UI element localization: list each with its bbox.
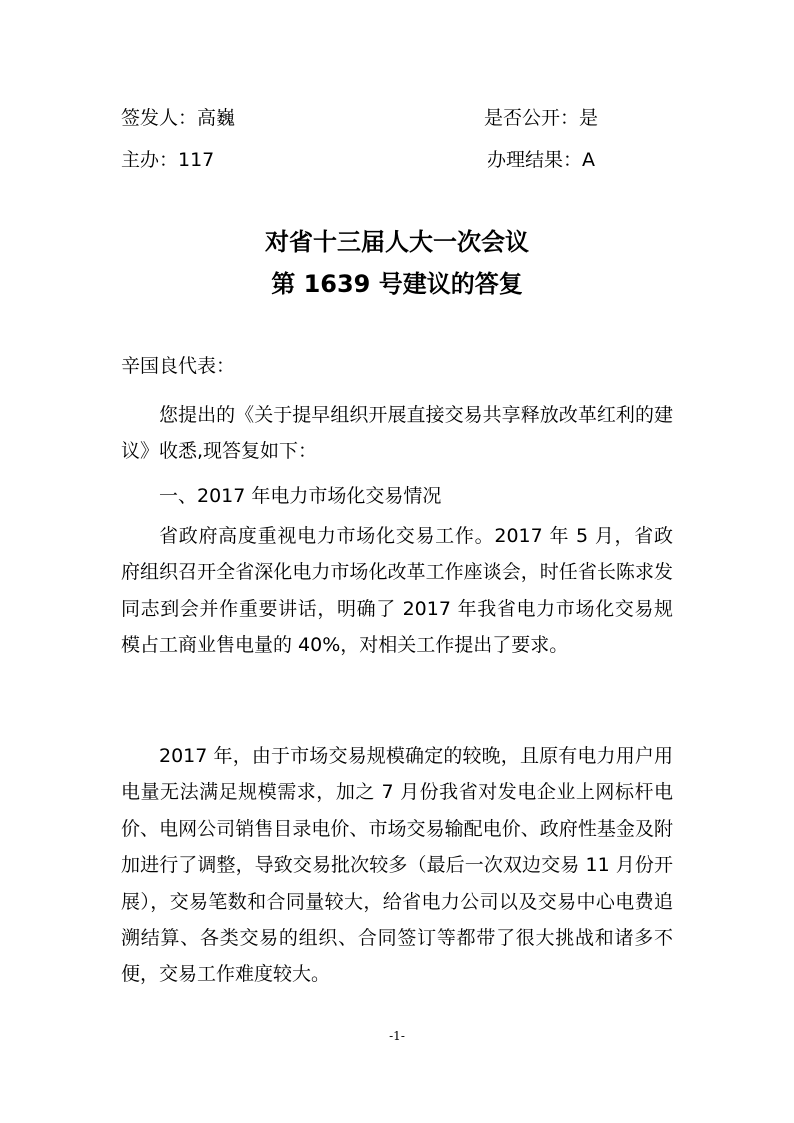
body-paragraph-1: 您提出的《关于提早组织开展直接交易共享释放改革红利的建议》收悉,现答复如下： [121, 404, 673, 463]
page-number: -1- [389, 1029, 405, 1043]
result-field: 办理结果：A [487, 149, 595, 171]
section-heading: 一、2017 年电力市场化交易情况 [159, 485, 442, 507]
document-title-line-2: 第 1639 号建议的答复 [271, 270, 523, 298]
body-paragraph-3: 2017 年，由于市场交易规模确定的较晚，且原有电力用户用电量无法满足规模需求，加之 7 月份我省对发电企业上网标杆电价、电网公司销售目录电价、市场交易输配电价、政府性基金及附加进行了调整，导致交易批次较多（最后一次双边交易 11 月份开展），交易笔数和合同量较大，给省电力公司以及交易中心电费追溯结算、各类交易的组织、合同签订等都带了很大挑战和诸多不便，交易工作难度较大。 [121, 745, 673, 986]
body-paragraph-2: 省政府高度重视电力市场化交易工作。2017 年 5 月，省政府组织召开全省深化电力市场化改革工作座谈会，时任省长陈求发同志到会并作重要讲话，明确了 2017 年我省电力市场化交易规模占工商业售电量的 40%，对相关工作提出了要求。 [121, 525, 673, 657]
salutation: 辛国良代表： [121, 355, 236, 377]
issuer-field: 签发人：高巍 [121, 107, 236, 129]
document-title-line-1: 对省十三届人大一次会议 [265, 228, 529, 256]
host-field: 主办：117 [121, 149, 215, 171]
public-field: 是否公开：是 [484, 107, 599, 129]
